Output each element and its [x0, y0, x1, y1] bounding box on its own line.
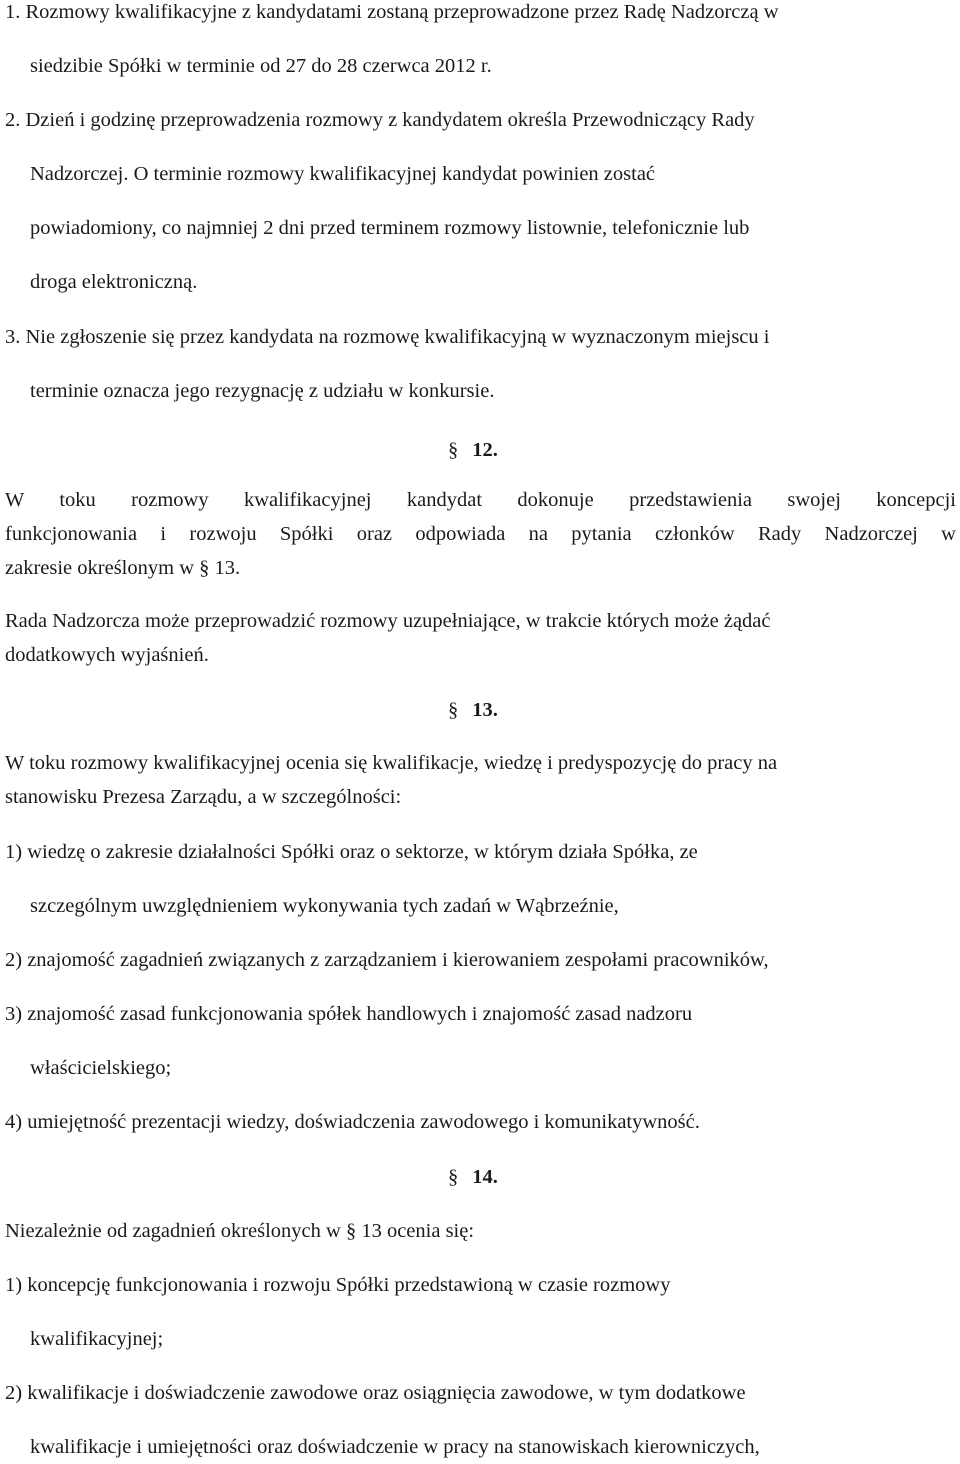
list-item-line: 1) koncepcję funkcjonowania i rozwoju Spółki przedstawioną w czasie rozmowy	[5, 1274, 671, 1296]
paragraph-2-line: Nadzorczej. O terminie rozmowy kwalifikacyjnej kandydat powinien zostać	[30, 163, 656, 185]
paragraph-2-line: droga elektroniczną.	[30, 271, 198, 293]
section-heading-14	[448, 1165, 498, 1189]
paragraph-1-line: siedzibie Spółki w terminie od 27 do 28 czerwca 2012 r.	[30, 55, 492, 77]
section-heading-12	[448, 438, 498, 462]
list-item-line: kwalifikacje i umiejętności oraz doświadczenie w pracy na stanowiskach kierowniczych,	[30, 1436, 760, 1458]
section-number: 14.	[472, 1166, 498, 1188]
list-item-line: szczególnym uwzględnieniem wykonywania tych zadań w Wąbrzeźnie,	[30, 895, 619, 917]
list-item-line: kwalifikacyjnej;	[30, 1328, 164, 1350]
section-heading-13	[448, 698, 498, 722]
paragraph-3-line: terminie oznacza jego rezygnację z udziału w konkursie.	[30, 380, 495, 402]
list-item-line: 4) umiejętność prezentacji wiedzy, doświadczenia zawodowego i komunikatywność.	[5, 1111, 700, 1133]
section-12-line: W toku rozmowy kwalifikacyjnej kandydat dokonuje przedstawienia swojej koncepcji	[5, 489, 956, 511]
paragraph-1-line: 1. Rozmowy kwalifikacyjne z kandydatami zostaną przeprowadzone przez Radę Nadzorczą w	[5, 1, 779, 23]
section-13-line: stanowisku Prezesa Zarządu, a w szczególności:	[5, 786, 402, 808]
section-12-line: dodatkowych wyjaśnień.	[5, 644, 209, 666]
list-item-line: 2) kwalifikacje i doświadczenie zawodowe oraz osiągnięcia zawodowe, w tym dodatkowe	[5, 1382, 746, 1404]
section-sign: §	[448, 1166, 459, 1188]
list-item-line: 1) wiedzę o zakresie działalności Spółki oraz o sektorze, w którym działa Spółka, ze	[5, 841, 698, 863]
list-item-line: 3) znajomość zasad funkcjonowania spółek handlowych i znajomość zasad nadzoru	[5, 1003, 693, 1025]
section-14-line: Niezależnie od zagadnień określonych w § 13 ocenia się:	[5, 1220, 475, 1242]
section-13-line: W toku rozmowy kwalifikacyjnej ocenia się kwalifikacje, wiedzę i predyspozycję do pracy na	[5, 752, 778, 774]
section-12-line: funkcjonowania i rozwoju Spółki oraz odpowiada na pytania członków Rady Nadzorczej w	[5, 523, 956, 545]
list-item-line: 2) znajomość zagadnień związanych z zarządzaniem i kierowaniem zespołami pracowników,	[5, 949, 769, 971]
paragraph-2-line: 2. Dzień i godzinę przeprowadzenia rozmowy z kandydatem określa Przewodniczący Rady	[5, 109, 755, 131]
section-number: 12.	[472, 439, 498, 461]
paragraph-3-line: 3. Nie zgłoszenie się przez kandydata na rozmowę kwalifikacyjną w wyznaczonym miejscu i	[5, 326, 770, 348]
section-sign: §	[448, 439, 459, 461]
list-item-line: właścicielskiego;	[30, 1057, 172, 1079]
section-12-line: Rada Nadzorcza może przeprowadzić rozmowy uzupełniające, w trakcie których może żądać	[5, 610, 771, 632]
section-sign: §	[448, 699, 459, 721]
section-number: 13.	[472, 699, 498, 721]
paragraph-2-line: powiadomiony, co najmniej 2 dni przed terminem rozmowy listownie, telefonicznie lub	[30, 217, 750, 239]
section-12-line: zakresie określonym w § 13.	[5, 557, 241, 579]
